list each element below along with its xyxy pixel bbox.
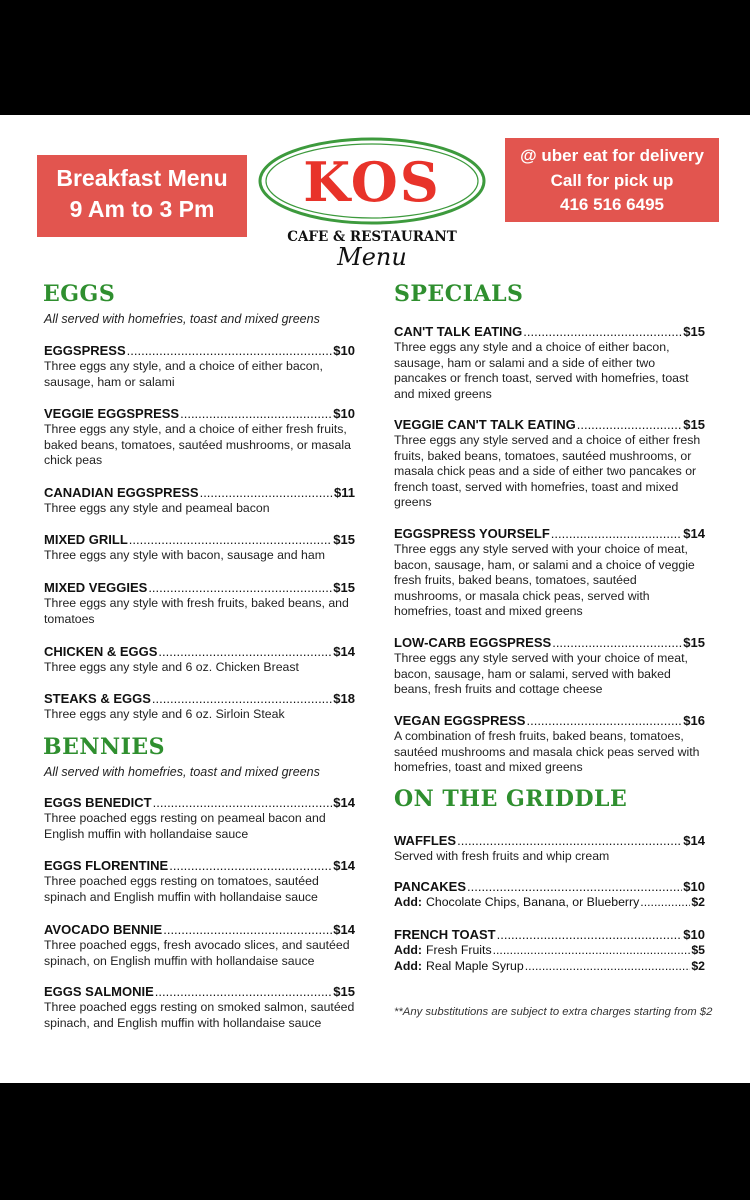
bennies-note: All served with homefries, toast and mixed greens bbox=[44, 765, 320, 779]
add-on-row: Add: Chocolate Chips, Banana, or Blueberry ..... $2 bbox=[394, 894, 705, 910]
menu-item: EGGS FLORENTINE ..... $14 Three poached eggs resting on tomatoes, sautéed spinach and English muffin with hollandaise sauce bbox=[44, 858, 355, 905]
menu-item: CHICKEN & EGGS ..... $14 Three eggs any style and 6 oz. Chicken Breast bbox=[44, 644, 355, 676]
menu-item: MIXED VEGGIES ..... $15 Three eggs any style with fresh fruits, baked beans, and tomatoes bbox=[44, 580, 355, 627]
menu-item: EGGSPRESS YOURSELF ..... $14 Three eggs any style served with your choice of meat, bacon, sausage, ham, or salami and a choice of veggie fresh fruits, baked beans, tomatoes, sautéed mushrooms, or masala chick peas, served with homefries, toast and mixed greens bbox=[394, 526, 705, 620]
hours-time: 9 Am to 3 Pm bbox=[69, 196, 215, 222]
menu-item: VEGGIE CAN'T TALK EATING ..... $15 Three eggs any style served and a choice of either fresh fruits, baked beans, tomatoes, sautéed mushrooms, or masala chick peas and a side of either two pancakes or french toast, served with homefries, toast and mixed greens bbox=[394, 417, 705, 511]
menu-item: VEGAN EGGSPRESS ..... $16 A combination of fresh fruits, baked beans, tomatoes, sautéed mushrooms and masala chick peas served with homefries, toast and mixed greens bbox=[394, 713, 705, 776]
delivery-box bbox=[505, 138, 719, 222]
menu-item: STEAKS & EGGS ..... $18 Three eggs any style and 6 oz. Sirloin Steak bbox=[44, 691, 355, 723]
menu-item: EGGS BENEDICT ..... $14 Three poached eggs resting on peameal bacon and English muffin with hollandaise sauce bbox=[44, 795, 355, 842]
phone-number: 416 516 6495 bbox=[560, 195, 664, 214]
menu-item: MIXED GRILL ..... $15 Three eggs any style with bacon, sausage and ham bbox=[44, 532, 355, 564]
footnote: **Any substitutions are subject to extra charges starting from $2 bbox=[394, 1006, 713, 1018]
menu-item: EGGSPRESS ..... $10 Three eggs any style, and a choice of either bacon, sausage, ham or salami bbox=[44, 343, 355, 390]
menu-item: CAN'T TALK EATING ..... $15 Three eggs any style and a choice of either bacon, sausage, ham or salami and a side of either two pancakes or french toast, served with homefries, toast and mixed greens bbox=[394, 324, 705, 402]
hours-box bbox=[37, 155, 247, 237]
menu-item: AVOCADO BENNIE ..... $14 Three poached eggs, fresh avocado slices, and sautéed spinach, on English muffin with hollandaise sauce bbox=[44, 922, 355, 969]
griddle-title: ON THE GRIDDLE bbox=[394, 786, 628, 812]
logo-name: KOS bbox=[303, 150, 441, 214]
add-on-row: Add: Fresh Fruits ..... $5 bbox=[394, 942, 705, 958]
menu-item: PANCAKES ..... $10 Add: Chocolate Chips, Banana, or Blueberry ..... $2 bbox=[394, 879, 705, 910]
menu-item: EGGS SALMONIE ..... $15 Three poached eggs resting on smoked salmon, sautéed spinach, and English muffin with hollandaise sauce bbox=[44, 984, 355, 1031]
bennies-title: BENNIES bbox=[43, 734, 166, 760]
menu-item: LOW-CARB EGGSPRESS ..... $15 Three eggs any style served with your choice of meat, bacon, sausage, ham or salami, served with baked beans, fresh fruits and cottage cheese bbox=[394, 635, 705, 698]
kos-logo bbox=[256, 135, 488, 267]
hours-title: Breakfast Menu bbox=[56, 165, 228, 191]
eggs-title: EGGS bbox=[43, 281, 116, 307]
menu-item: VEGGIE EGGSPRESS ..... $10 Three eggs any style, and a choice of either fresh fruits, baked beans, tomatoes, sautéed mushrooms, or masala chick peas bbox=[44, 406, 355, 469]
menu-page bbox=[0, 115, 750, 1083]
menu-item: FRENCH TOAST ..... $10 Add: Fresh Fruits ..... $5 Add: Real Maple Syrup ..... $2 bbox=[394, 927, 705, 974]
delivery-line: @ uber eat for delivery bbox=[520, 146, 704, 165]
specials-title: SPECIALS bbox=[394, 281, 524, 307]
menu-item: CANADIAN EGGSPRESS ..... $11 Three eggs any style and peameal bacon bbox=[44, 485, 355, 517]
pickup-line: Call for pick up bbox=[550, 170, 674, 190]
logo-sub: CAFE & RESTAURANT bbox=[287, 229, 457, 245]
menu-item: WAFFLES ..... $14 Served with fresh fruits and whip cream bbox=[394, 833, 705, 865]
add-on-row: Add: Real Maple Syrup ..... $2 bbox=[394, 958, 705, 974]
logo-menu: Menu bbox=[337, 243, 407, 267]
eggs-note: All served with homefries, toast and mixed greens bbox=[44, 312, 320, 326]
